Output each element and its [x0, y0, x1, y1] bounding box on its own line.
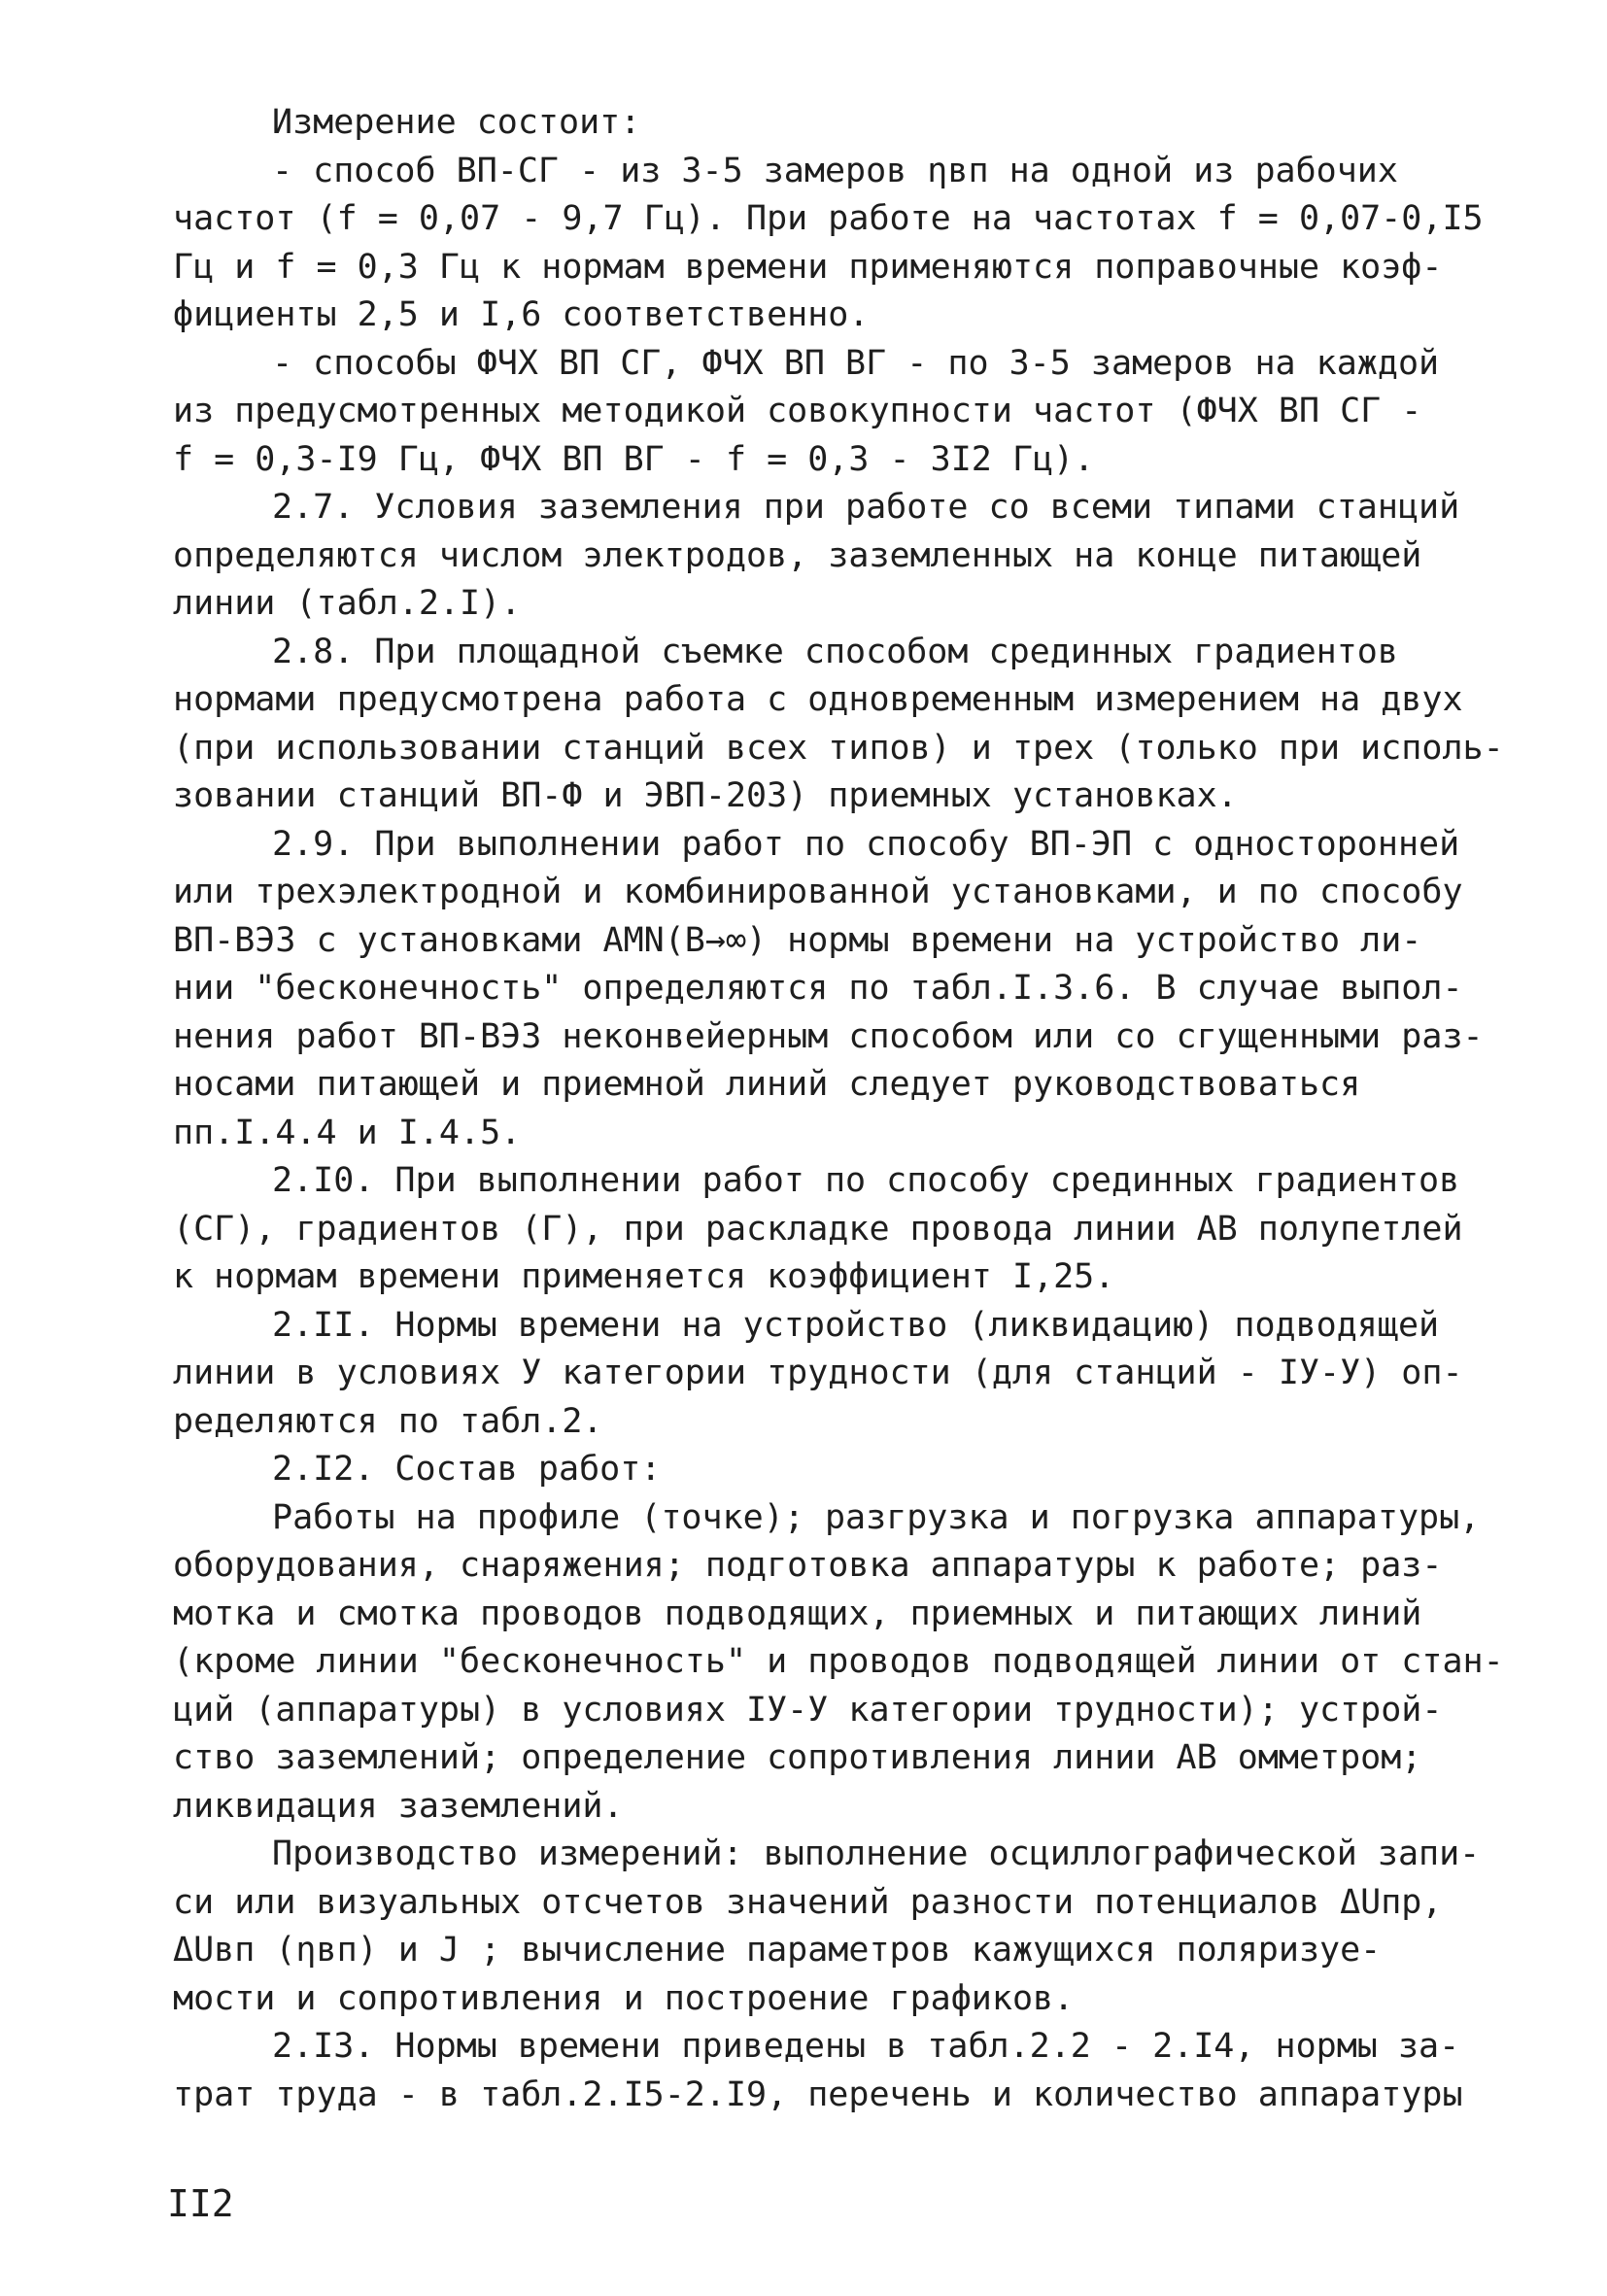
- text-line: 2.8. При площадной съемке способом срединных градиентов: [272, 632, 1398, 671]
- text-line: 2.I3. Нормы времени приведены в табл.2.2 - 2.I4, нормы за-: [272, 2027, 1460, 2066]
- text-line: мости и сопротивления и построение графиков.: [173, 1978, 1075, 2018]
- text-line: (кроме линии "бесконечность" и проводов подводящей линии от стан-: [173, 1642, 1504, 1681]
- text-line: Производство измерений: выполнение осциллографической запи-: [272, 1834, 1481, 1873]
- text-line: ликвидация заземлений.: [173, 1786, 624, 1826]
- body-text: [173, 99, 1504, 2119]
- text-line: линии в условиях У категории трудности (для станций - IУ-У) оп-: [173, 1354, 1463, 1392]
- text-line: 2.7. Условия заземления при работе со всеми типами станций: [272, 488, 1460, 527]
- text-line: - способы ФЧХ ВП СГ, ФЧХ ВП ВГ - по 3-5 замеров на каждой: [272, 343, 1440, 383]
- text-line: ВП-ВЭЗ с установками AMN(B→∞) нормы времени на устройство ли-: [173, 920, 1422, 960]
- text-line: нии "бесконечность" определяются по табл.I.3.6. В случае выпол-: [173, 969, 1463, 1008]
- text-line: (при использовании станций всех типов) и трех (только при исполь-: [173, 728, 1504, 768]
- text-line: ций (аппаратуры) в условиях IУ-У категории трудности); устрой-: [173, 1690, 1443, 1730]
- text-line: ределяются по табл.2.: [173, 1401, 603, 1441]
- text-line: (СГ), градиентов (Г), при раскладке провода линии АВ полупетлей: [173, 1209, 1463, 1249]
- text-line: Гц и f = 0,3 Гц к нормам времени применяются поправочные коэф-: [173, 247, 1443, 287]
- text-line: определяются числом электродов, заземленных на конце питающей: [173, 535, 1422, 575]
- text-line: линии (табл.2.I).: [173, 584, 522, 623]
- text-line: мотка и смотка проводов подводящих, приемных и питающих линий: [173, 1593, 1422, 1633]
- text-line: - способ ВП-СГ - из 3-5 замеров ηвп на одной из рабочих: [272, 151, 1398, 190]
- text-line: 2.II. Нормы времени на устройство (ликвидацию) подводящей: [272, 1305, 1440, 1345]
- text-line: зовании станций ВП-Ф и ЭВП-203) приемных установках.: [173, 776, 1238, 815]
- text-line: или трехэлектродной и комбинированной установками, и по способу: [173, 873, 1463, 911]
- text-line: оборудования, снаряжения; подготовка аппаратуры к работе; раз-: [173, 1546, 1443, 1585]
- text-line: Работы на профиле (точке); разгрузка и погрузка аппаратуры,: [272, 1497, 1481, 1537]
- text-line: пп.I.4.4 и I.4.5.: [173, 1113, 522, 1152]
- text-line: 2.9. При выполнении работ по способу ВП-ЭП с односторонней: [272, 824, 1460, 864]
- text-line: из предусмотренных методикой совокупности частот (ФЧХ ВП СГ -: [173, 392, 1422, 430]
- text-line: f = 0,3-I9 Гц, ФЧХ ВП ВГ - f = 0,3 - 3I2 Гц).: [173, 439, 1095, 479]
- text-line: трат труда - в табл.2.I5-2.I9, перечень и количество аппаратуры: [173, 2074, 1463, 2114]
- text-line: носами питающей и приемной линий следует руководствоваться: [173, 1065, 1361, 1104]
- text-line: ΔUвп (ηвп) и J ; вычисление параметров кажущихся поляризуе-: [173, 1931, 1382, 1970]
- text-line: частот (f = 0,07 - 9,7 Гц). При работе на частотах f = 0,07-0,I5: [173, 199, 1484, 238]
- text-line: нения работ ВП-ВЭЗ неконвейерным способом или со сгущенными раз-: [173, 1016, 1484, 1056]
- text-line: нормами предусмотрена работа с одновременным измерением на двух: [173, 680, 1463, 719]
- page-number: II2: [167, 2182, 234, 2225]
- text-line: си или визуальных отсчетов значений разности потенциалов ΔUпр,: [173, 1882, 1443, 1922]
- text-line: 2.I2. Состав работ:: [272, 1450, 662, 1489]
- text-line: к нормам времени применяется коэффициент I,25.: [173, 1257, 1115, 1296]
- text-line: Измерение состоит:: [272, 103, 641, 142]
- text-line: фициенты 2,5 и I,6 соответственно.: [173, 295, 870, 334]
- text-line: ство заземлений; определение сопротивления линии АВ омметром;: [173, 1738, 1422, 1777]
- text-line: 2.I0. При выполнении работ по способу срединных градиентов: [272, 1161, 1460, 1200]
